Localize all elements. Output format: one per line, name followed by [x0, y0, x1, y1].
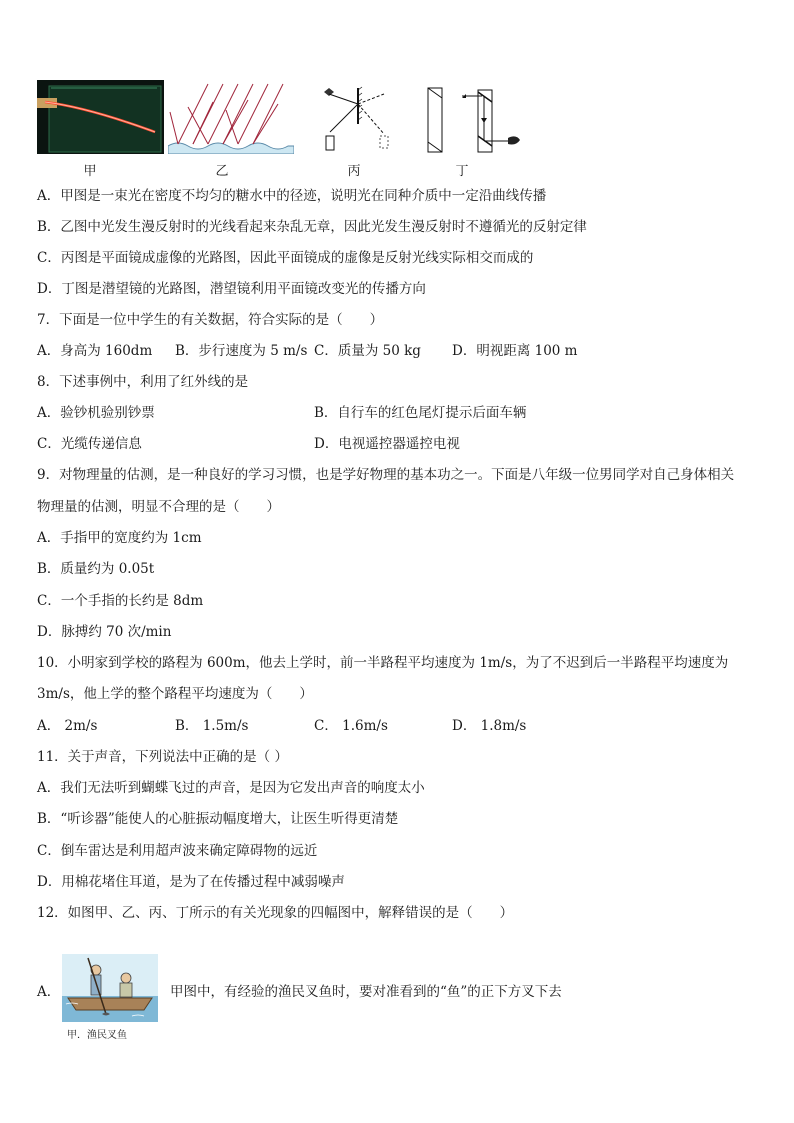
q9-option-d: D．脉搏约 70 次/min: [37, 624, 172, 640]
q11-option-c: C．倒车雷达是利用超声波来确定障碍物的远近: [37, 843, 318, 859]
q10-stem-line1: 10．小明家到学校的路程为 600m，他去上学时，前一半路程平均速度为 1m/s，为了不迟到后一半路程平均速度为: [37, 655, 729, 671]
q12-stem: 12．如图甲、乙、丙、丁所示的有关光现象的四幅图中，解释错误的是（ ）: [37, 905, 514, 921]
q7-stem: 7．下面是一位中学生的有关数据，符合实际的是（ ）: [37, 312, 384, 328]
q11-option-a: A．我们无法听到蝴蝶飞过的声音，是因为它发出声音的响度太小: [37, 780, 425, 796]
q11-option-b: B．“听诊器”能使人的心脏振动幅度增大，让医生听得更清楚: [37, 811, 399, 827]
q7-option-d: D．明视距离 100 m: [452, 343, 578, 359]
q6-option-d: D．丁图是潜望镜的光路图，潜望镜利用平面镜改变光的传播方向: [37, 281, 426, 297]
q6-option-b: B．乙图中光发生漫反射时的光线看起来杂乱无章，因此光发生漫反射时不遵循光的反射定律: [37, 219, 587, 235]
q12-option-a-text: 甲图中，有经验的渔民叉鱼时，要对准看到的“鱼”的正下方叉下去: [170, 984, 562, 1000]
q10-option-b: B． 1.5m/s: [175, 718, 249, 734]
figure-fisherman-spearing-fish: [62, 954, 158, 1022]
q7-option-c: C．质量为 50 kg: [314, 343, 421, 359]
q10-option-c: C． 1.6m/s: [314, 718, 388, 734]
q8-stem: 8．下述事例中，利用了红外线的是: [37, 374, 249, 390]
figure-jia-sugar-water-light: [37, 80, 164, 154]
q9-stem-line2: 物理量的估测，明显不合理的是（ ）: [37, 499, 280, 515]
figure-caption-yi: 乙: [215, 164, 229, 179]
q12-option-a-letter: A．: [37, 984, 61, 1000]
q8-option-d: D．电视遥控器遥控电视: [314, 436, 460, 452]
figure-yi-diffuse-reflection: [168, 82, 294, 154]
q8-option-c: C．光缆传递信息: [37, 436, 142, 452]
q11-option-d: D．用棉花堵住耳道，是为了在传播过程中减弱噪声: [37, 874, 345, 890]
q10-option-d: D． 1.8m/s: [452, 718, 527, 734]
q8-option-a: A．验钞机验别钞票: [37, 405, 155, 421]
q11-stem: 11．关于声音，下列说法中正确的是（ ）: [37, 749, 288, 765]
q7-option-a: A．身高为 160dm: [37, 343, 153, 359]
q10-option-a: A． 2m/s: [37, 718, 98, 734]
figure-bing-plane-mirror: [318, 84, 398, 154]
figure-caption-jia: 甲: [83, 164, 97, 179]
figure-caption-ding: 丁: [455, 164, 469, 179]
q9-option-b: B．质量约为 0.05t: [37, 561, 155, 577]
q9-option-a: A．手指甲的宽度约为 1cm: [37, 530, 202, 546]
q7-option-b: B．步行速度为 5 m/s: [175, 343, 308, 359]
q8-option-b: B．自行车的红色尾灯提示后面车辆: [314, 405, 527, 421]
figure-ding-periscope: [422, 84, 528, 154]
q6-option-a: A．甲图是一束光在密度不均匀的糖水中的径迹，说明光在同种介质中一定沿曲线传播: [37, 188, 547, 204]
q6-option-c: C．丙图是平面镜成虚像的光路图，因此平面镜成的虚像是反射光线实际相交而成的: [37, 250, 534, 266]
figure-caption-bing: 丙: [347, 164, 361, 179]
q10-stem-line2: 3m/s，他上学的整个路程平均速度为（ ）: [37, 686, 313, 702]
q9-option-c: C．一个手指的长约是 8dm: [37, 593, 204, 609]
q9-stem-line1: 9．对物理量的估测，是一种良好的学习习惯，也是学好物理的基本功之一。下面是八年级一位男同学对自己身体相关: [37, 467, 735, 483]
figure-caption-fisherman: 甲．渔民叉鱼: [67, 1030, 127, 1041]
